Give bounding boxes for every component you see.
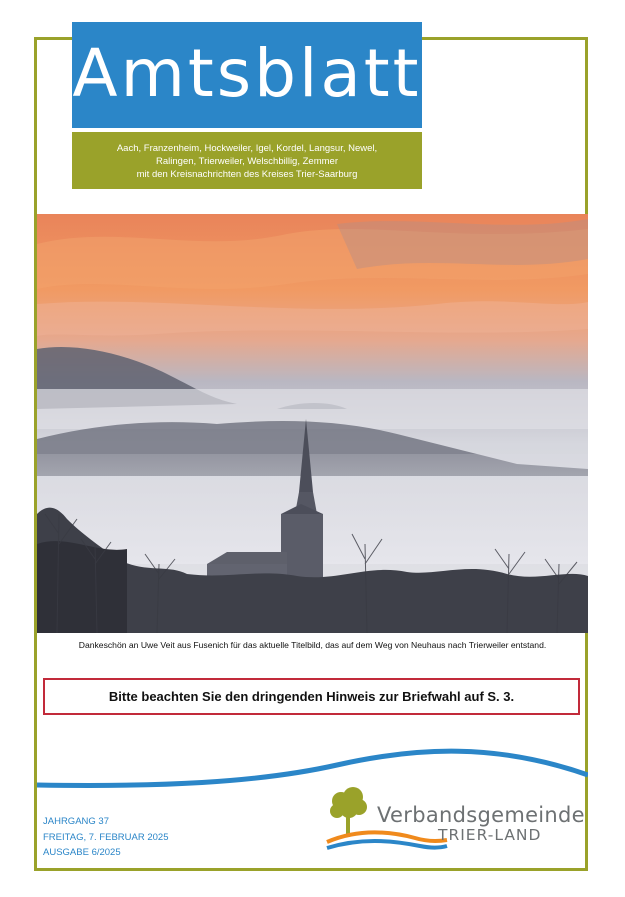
notice-text: Bitte beachten Sie den dringenden Hinweis zur Briefwahl auf S. 3.	[108, 689, 515, 704]
municipalities-line-2: Ralingen, Trierweiler, Welschbillig, Zemmer	[156, 156, 338, 167]
municipalities-box	[72, 132, 422, 189]
issue-info	[43, 814, 168, 861]
masthead-title: Amtsblatt	[72, 34, 422, 112]
briefwahl-notice	[43, 678, 580, 715]
masthead	[72, 22, 422, 128]
issue-volume: JAHRGANG 37	[43, 816, 109, 827]
photo-caption: Dankeschön an Uwe Veit aus Fusenich für das aktuelle Titelbild, das auf dem Weg von Neuhaus nach Trierweiler entstand.	[78, 640, 547, 650]
logo-line-1: Verbandsgemeinde	[377, 803, 585, 827]
issue-edition: AUSGABE 6/2025	[43, 847, 121, 858]
municipalities-line-3: mit den Kreisnachrichten des Kreises Trier-Saarburg	[136, 169, 358, 180]
issue-date: FREITAG, 7. FEBRUAR 2025	[43, 831, 169, 843]
blue-wave-decoration	[37, 735, 588, 795]
foggy-church-landscape-photo	[37, 214, 588, 633]
logo-line-2: TRIER-LAND	[438, 826, 542, 844]
cover-photo	[37, 214, 588, 633]
municipalities-line-1: Aach, Franzenheim, Hockweiler, Igel, Kordel, Langsur, Newel,	[116, 143, 378, 154]
